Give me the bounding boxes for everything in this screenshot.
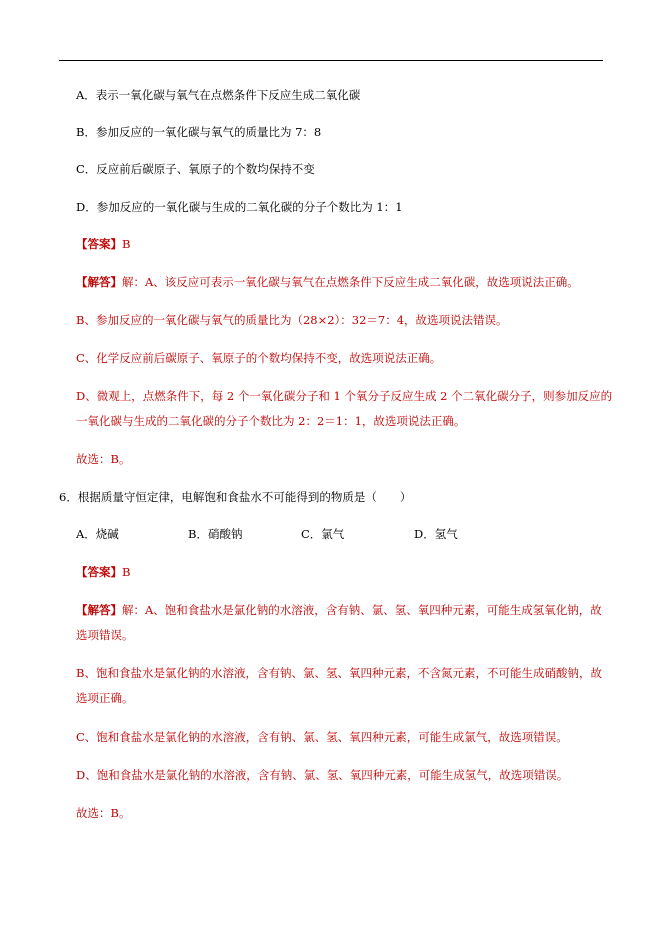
q6-option-a: A．烧碱	[76, 527, 119, 541]
q6-stem: 6．根据质量守恒定律，电解饱和食盐水不可能得到的物质是（ ）	[59, 490, 412, 504]
q6-analysis-line-3: B、饱和食盐水是氯化钠的水溶液，含有钠、氯、氢、氧四种元素，不含氮元素，不可能生成硝酸钠，故	[76, 666, 602, 680]
q6-answer-label: 【答案】	[76, 565, 122, 579]
q5-analysis-line-4: D、微观上，点燃条件下，每 2 个一氧化碳分子和 1 个氧分子反应生成 2 个二氧化碳分子，则参加反应的	[76, 389, 613, 403]
q6-answer-value: B	[122, 565, 131, 579]
q5-analysis-line-1	[76, 274, 579, 290]
header-rule	[59, 60, 603, 61]
q6-analysis-line-6: D、饱和食盐水是氯化钠的水溶液，含有钠、氯、氢、氧四种元素，可能生成氢气，故选项错误。	[76, 768, 569, 782]
q5-answer-label: 【答案】	[76, 237, 122, 251]
q6-analysis-line-2: 选项错误。	[76, 628, 134, 642]
q5-conclusion: 故选：B。	[76, 452, 131, 466]
q6-option-c: C．氯气	[301, 527, 345, 541]
q5-answer	[76, 236, 130, 252]
q5-analysis-text-1: 解：A、该反应可表示一氧化碳与氧气在点燃条件下反应生成二氧化碳，故选项说法正确。	[122, 275, 579, 289]
q5-analysis-label: 【解答】	[76, 275, 122, 289]
q5-analysis-line-3: C、化学反应前后碳原子、氧原子的个数均保持不变，故选项说法正确。	[76, 351, 442, 365]
q5-option-d: D．参加反应的一氧化碳与生成的二氧化碳的分子个数比为 1：1	[76, 200, 403, 214]
q6-analysis-line-5: C、饱和食盐水是氯化钠的水溶液，含有钠、氯、氢、氧四种元素，可能生成氯气，故选项错误。	[76, 730, 568, 744]
q5-option-c: C．反应前后碳原子、氧原子的个数均保持不变	[76, 162, 315, 176]
q6-analysis-label: 【解答】	[76, 603, 122, 617]
q6-analysis-text-1: 解：A、饱和食盐水是氯化钠的水溶液，含有钠、氯、氢、氧四种元素，可能生成氢氧化钠，故	[122, 603, 602, 617]
q5-answer-value: B	[122, 237, 131, 251]
q6-conclusion: 故选：B。	[76, 806, 131, 820]
q5-analysis-line-2: B、参加反应的一氧化碳与氧气的质量比为（28×2）：32＝7：4，故选项说法错误。	[76, 313, 508, 327]
q5-option-a: A．表示一氧化碳与氧气在点燃条件下反应生成二氧化碳	[76, 88, 361, 102]
q5-analysis-line-5: 一氧化碳与生成的二氧化碳的分子个数比为 2：2＝1：1，故选项说法正确。	[76, 414, 466, 428]
q6-option-b: B．硝酸钠	[188, 527, 243, 541]
q6-analysis-line-4: 选项正确。	[76, 691, 134, 705]
q5-option-b: B．参加反应的一氧化碳与氧气的质量比为 7：8	[76, 125, 322, 139]
q6-analysis-line-1	[76, 602, 602, 618]
q6-option-d: D．氢气	[414, 527, 458, 541]
q6-answer	[76, 564, 130, 580]
